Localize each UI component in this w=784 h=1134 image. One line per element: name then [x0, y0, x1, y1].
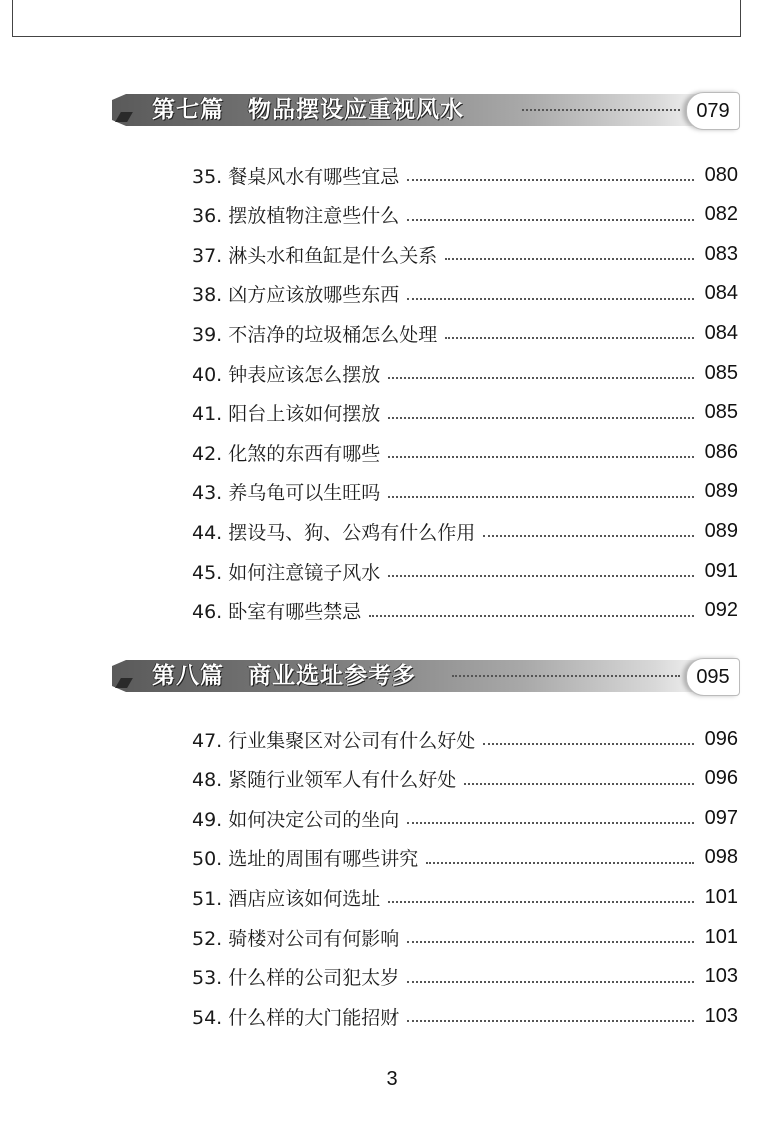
toc-leader-dots — [407, 298, 694, 300]
toc-entry-page: 089 — [704, 519, 738, 542]
section-title: 第八篇 商业选址参考多 — [152, 662, 416, 689]
toc-entry-page: 091 — [704, 559, 738, 582]
toc-entry-title: 51. 酒店应该如何选址 — [192, 887, 381, 910]
toc-entry-title: 46. 卧室有哪些禁忌 — [192, 601, 362, 624]
toc-leader-dots — [426, 862, 694, 864]
section-page-number: 095 — [686, 658, 740, 696]
toc-leader-dots — [464, 783, 694, 785]
toc-entry-title: 36. 摆放植物注意些什么 — [192, 205, 400, 228]
toc-entry-title: 37. 淋头水和鱼缸是什么关系 — [192, 244, 438, 267]
section-page-number: 079 — [686, 92, 740, 130]
toc-entry[interactable] — [192, 200, 738, 230]
toc-entry-title: 47. 行业集聚区对公司有什么好处 — [192, 729, 476, 752]
toc-entry[interactable] — [192, 803, 738, 833]
toc-leader-dots — [445, 337, 694, 339]
toc-entry-page: 084 — [704, 282, 738, 305]
toc-leader-dots — [388, 377, 694, 379]
toc-entry[interactable] — [192, 318, 738, 348]
page-number: 3 — [386, 1068, 398, 1090]
toc-leader-dots — [483, 535, 694, 537]
toc-leader-dots — [407, 822, 694, 824]
toc-entry-page: 098 — [704, 846, 738, 869]
toc-entry-title: 53. 什么样的公司犯太岁 — [192, 967, 400, 990]
toc-entry[interactable] — [192, 724, 738, 754]
toc-entry-title: 52. 骑楼对公司有何影响 — [192, 927, 400, 950]
toc-entry-page: 096 — [704, 767, 738, 790]
toc-leader-dots — [388, 901, 694, 903]
toc-entry-title: 43. 养乌龟可以生旺吗 — [192, 482, 381, 505]
section-leader-dots — [452, 675, 680, 677]
toc-leader-dots — [369, 615, 694, 617]
toc-entry-page: 103 — [704, 1004, 738, 1027]
section-title: 第七篇 物品摆设应重视风水 — [152, 96, 464, 123]
toc-leader-dots — [388, 575, 694, 577]
toc-leader-dots — [407, 981, 694, 983]
toc-entry-page: 097 — [704, 806, 738, 829]
toc-entry-title: 39. 不洁净的垃圾桶怎么处理 — [192, 323, 438, 346]
toc-leader-dots — [388, 417, 694, 419]
toc-entry[interactable] — [192, 882, 738, 912]
toc-entry[interactable] — [192, 596, 738, 626]
toc-entry[interactable] — [192, 556, 738, 586]
section-leader-dots — [522, 109, 680, 111]
toc-entry-title: 40. 钟表应该怎么摆放 — [192, 363, 381, 386]
toc-entry[interactable] — [192, 279, 738, 309]
toc-entry-page: 101 — [704, 925, 738, 948]
toc-entry[interactable] — [192, 160, 738, 190]
toc-entry[interactable] — [192, 437, 738, 467]
toc-leader-dots — [407, 219, 694, 221]
toc-entry-page: 092 — [704, 599, 738, 622]
toc-entry-page: 083 — [704, 242, 738, 265]
toc-entry[interactable] — [192, 764, 738, 794]
toc-entry-page: 086 — [704, 440, 738, 463]
toc-entry[interactable] — [192, 239, 738, 269]
toc-entry[interactable] — [192, 398, 738, 428]
toc-entry-page: 101 — [704, 885, 738, 908]
toc-entry[interactable] — [192, 477, 738, 507]
toc-entry[interactable] — [192, 962, 738, 992]
toc-entry[interactable] — [192, 358, 738, 388]
toc-leader-dots — [407, 179, 694, 181]
toc-entry-title: 35. 餐桌风水有哪些宜忌 — [192, 165, 400, 188]
toc-entry-title: 41. 阳台上该如何摆放 — [192, 403, 381, 426]
toc-entry[interactable] — [192, 922, 738, 952]
toc-entry-page: 082 — [704, 203, 738, 226]
toc-leader-dots — [388, 496, 694, 498]
top-frame-box — [12, 0, 741, 37]
toc-entry[interactable] — [192, 1001, 738, 1031]
toc-entry-page: 080 — [704, 163, 738, 186]
toc-leader-dots — [483, 743, 694, 745]
section-header-8[interactable] — [112, 656, 740, 696]
toc-leader-dots — [407, 941, 694, 943]
toc-entry-page: 084 — [704, 321, 738, 344]
toc-entry[interactable] — [192, 843, 738, 873]
toc-entry-title: 42. 化煞的东西有哪些 — [192, 442, 381, 465]
toc-entry-title: 48. 紧随行业领军人有什么好处 — [192, 769, 457, 792]
toc-entry-page: 096 — [704, 727, 738, 750]
toc-entry-page: 085 — [704, 401, 738, 424]
section-header-7[interactable] — [112, 90, 740, 130]
toc-entry-page: 103 — [704, 965, 738, 988]
toc-leader-dots — [407, 1020, 694, 1022]
toc-entry-title: 50. 选址的周围有哪些讲究 — [192, 848, 419, 871]
toc-entry-title: 49. 如何决定公司的坐向 — [192, 808, 400, 831]
toc-entry-title: 45. 如何注意镜子风水 — [192, 561, 381, 584]
toc-leader-dots — [388, 456, 694, 458]
toc-entry-page: 089 — [704, 480, 738, 503]
toc-entry[interactable] — [192, 516, 738, 546]
toc-entry-page: 085 — [704, 361, 738, 384]
toc-entry-title: 54. 什么样的大门能招财 — [192, 1006, 400, 1029]
toc-entry-title: 44. 摆设马、狗、公鸡有什么作用 — [192, 521, 476, 544]
toc-entry-title: 38. 凶方应该放哪些东西 — [192, 284, 400, 307]
toc-leader-dots — [445, 258, 694, 260]
